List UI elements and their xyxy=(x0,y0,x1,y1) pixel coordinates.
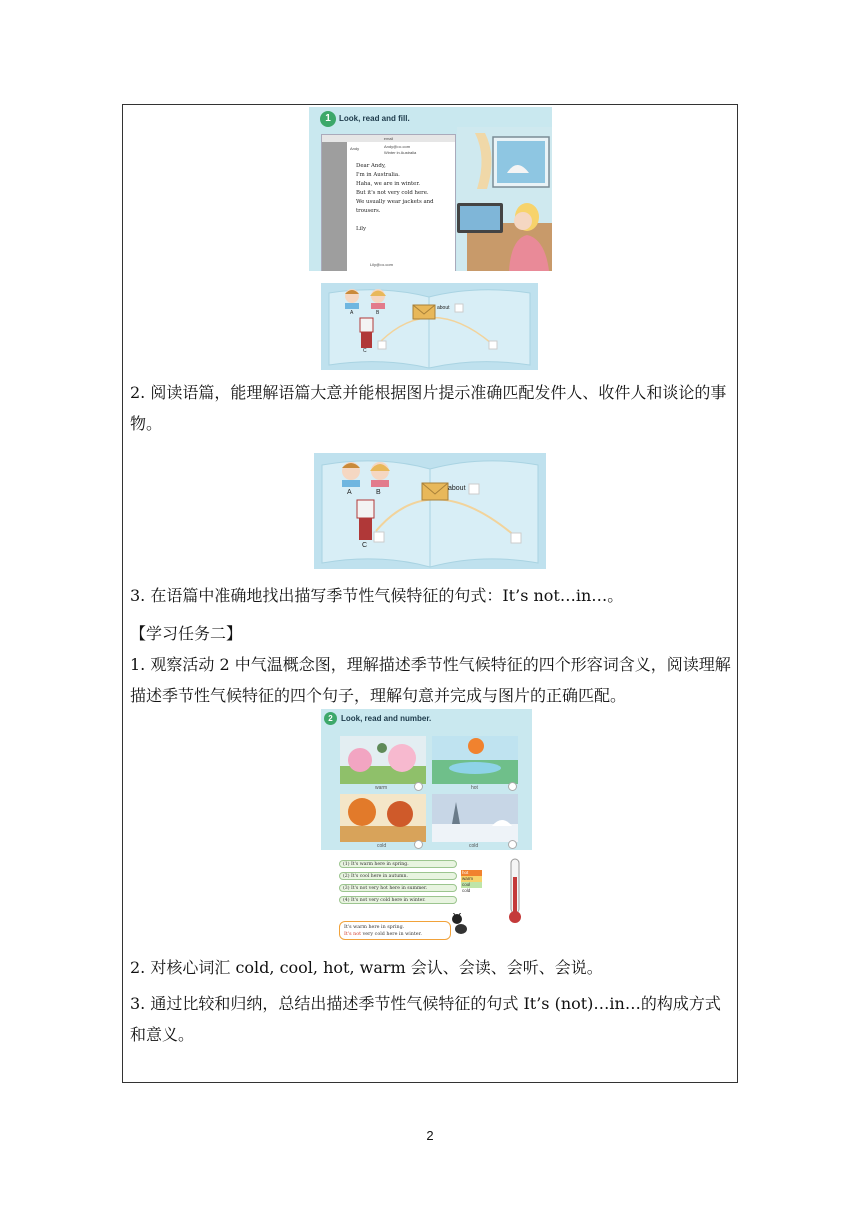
ant-mascot-icon xyxy=(449,913,471,939)
legend-hot: hot xyxy=(461,870,482,876)
email-window xyxy=(321,134,456,271)
page-number: 2 xyxy=(426,1128,434,1143)
look-read-fill-figure xyxy=(309,107,552,271)
thermometer-legend xyxy=(461,870,482,894)
label-a: A xyxy=(350,310,354,316)
label-about: about xyxy=(448,485,466,492)
label-b: B xyxy=(376,310,380,316)
sentence-4: (4) It's not very cold here in winter. xyxy=(339,896,457,904)
sentence-3: (3) It's not very hot here in summer. xyxy=(339,884,457,892)
paragraph-task1-point2: 2. 阅读语篇，能理解语篇大意并能根据图片提示准确匹配发件人、收件人和谈论的事物。 xyxy=(130,383,727,433)
sentence-1: (1) It's warm here in spring. xyxy=(339,860,457,868)
answer-circle[interactable] xyxy=(414,782,423,791)
legend-warm: warm xyxy=(461,876,482,882)
activity-title: Look, read and number. xyxy=(341,714,432,723)
winter-scene-image xyxy=(432,794,518,842)
label-c: C xyxy=(363,348,367,354)
activity-number-badge: 2 xyxy=(324,712,337,725)
email-to-name: Andy xyxy=(350,146,360,151)
open-book-illustration xyxy=(314,453,546,569)
legend-cool: cool xyxy=(461,882,482,888)
label-c: C xyxy=(362,542,368,549)
paragraph-task2-point1: 1. 观察活动 2 中气温概念图，理解描述季节性气候特征的四个形容词含义，阅读理解描述季节性气候特征的四个句子，理解句意并完成与图片的正确匹配。 xyxy=(130,655,731,705)
look-read-number-figure xyxy=(321,709,532,942)
email-body: Dear Andy, I'm in Australia. Haha, we are in winter. But it's not very cold here. We usually wear jackets and trousers. Lily xyxy=(356,163,434,232)
thermometer-icon xyxy=(503,857,527,925)
example-speech-box xyxy=(339,921,451,940)
label-b: B xyxy=(376,489,381,496)
paragraph-task2-point3: 3. 通过比较和归纳，总结出描述季节性气候特征的句式 It’s (not)…in…的构成方式和意义。 xyxy=(130,994,721,1044)
email-subject: Winter in Australia xyxy=(384,150,417,155)
example-line-2-rest: very cold here in winter. xyxy=(361,932,422,937)
email-title-bar: email xyxy=(322,135,455,142)
summer-scene-image xyxy=(432,736,518,784)
example-line-1: It's warm here in spring. xyxy=(344,925,405,930)
paragraph-task1-point3: 3. 在语篇中准确地找出描写季节性气候特征的句式：It’s not…in…。 xyxy=(130,586,624,605)
email-sidebar xyxy=(322,142,347,271)
email-from-address: Lily@•••.com xyxy=(370,262,393,267)
answer-circle[interactable] xyxy=(508,840,517,849)
label-about: about xyxy=(437,305,450,311)
answer-circle[interactable] xyxy=(508,782,517,791)
paragraph-task2-point2: 2. 对核心词汇 cold, cool, hot, warm 会认、会读、会听、会说。 xyxy=(130,958,603,977)
label-a: A xyxy=(347,489,352,496)
example-not-highlight: It's not xyxy=(344,932,362,937)
example-line-2 xyxy=(344,931,446,938)
caption-cold-1: cold xyxy=(377,843,387,849)
caption-cold-2: cold xyxy=(469,843,479,849)
activity-number-badge: 1 xyxy=(320,111,336,127)
answer-circle[interactable] xyxy=(414,840,423,849)
open-book-illustration xyxy=(321,283,538,370)
matching-book-large xyxy=(314,453,546,569)
spring-scene-image xyxy=(340,736,426,784)
heading-learning-task-2: 【学习任务二】 xyxy=(130,624,243,643)
girl-at-laptop-illustration xyxy=(457,127,552,271)
matching-book-small xyxy=(321,283,538,370)
caption-hot: hot xyxy=(471,785,478,791)
activity-title: Look, read and fill. xyxy=(339,114,410,123)
caption-warm: warm xyxy=(375,785,388,791)
email-to-address: Andy@•••.com xyxy=(384,144,411,149)
sentence-2: (2) It's cool here in autumn. xyxy=(339,872,457,880)
autumn-scene-image xyxy=(340,794,426,842)
legend-cold: cold xyxy=(461,888,482,894)
